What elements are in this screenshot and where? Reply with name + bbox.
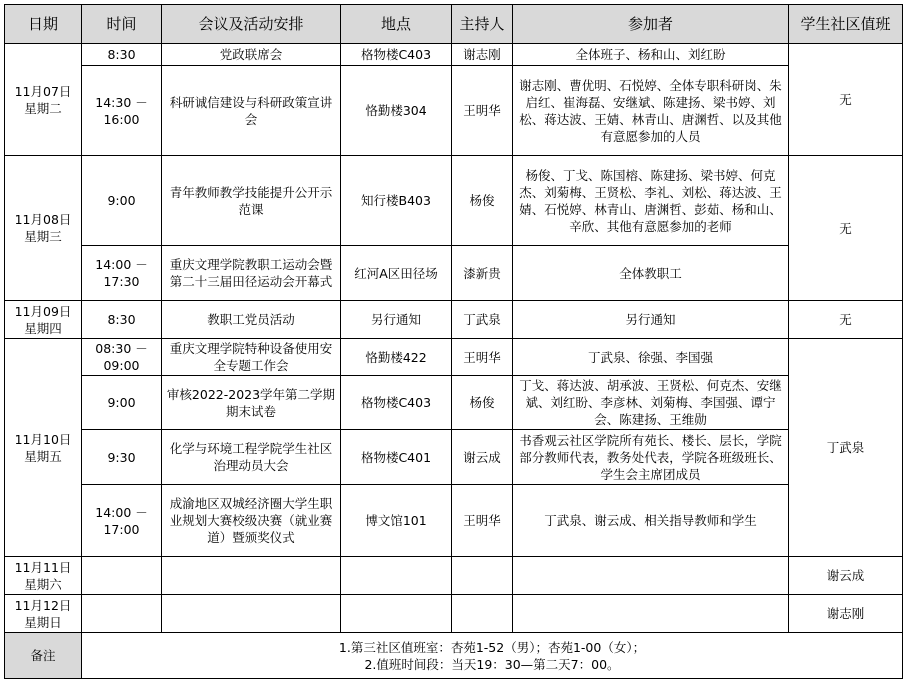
date-cell — [5, 301, 82, 339]
place-cell: 格物楼C403 — [341, 376, 452, 430]
host-cell: 谢云成 — [452, 430, 513, 485]
table-row — [5, 339, 903, 376]
weekday-text: 星期二 — [24, 100, 62, 116]
duty-cell: 无 — [789, 301, 903, 339]
participants-cell — [513, 595, 789, 633]
host-cell — [452, 595, 513, 633]
event-cell: 审核2022-2023学年第二学期期末试卷 — [162, 376, 341, 430]
host-cell: 王明华 — [452, 485, 513, 557]
time-cell: 9:00 — [82, 156, 162, 246]
time-cell: 08:30 － 09:00 — [82, 339, 162, 376]
time-cell: 8:30 — [82, 44, 162, 66]
duty-cell: 无 — [789, 44, 903, 156]
weekday-text: 星期四 — [24, 320, 62, 336]
place-cell: 博文馆101 — [341, 485, 452, 557]
host-cell: 王明华 — [452, 339, 513, 376]
event-cell: 青年教师教学技能提升公开示范课 — [162, 156, 341, 246]
event-cell: 重庆文理学院特种设备使用安全专题工作会 — [162, 339, 341, 376]
host-cell: 漆新贵 — [452, 246, 513, 301]
table-row — [5, 430, 903, 485]
place-cell: 格物楼C403 — [341, 44, 452, 66]
header-participants: 参加者 — [513, 5, 789, 44]
event-cell: 化学与环境工程学院学生社区治理动员大会 — [162, 430, 341, 485]
participants-cell: 丁武泉、徐强、李国强 — [513, 339, 789, 376]
host-cell: 杨俊 — [452, 376, 513, 430]
place-cell — [341, 595, 452, 633]
event-cell — [162, 595, 341, 633]
date-cell — [5, 595, 82, 633]
header-date: 日期 — [5, 5, 82, 44]
duty-cell: 丁武泉 — [789, 339, 903, 557]
event-cell: 成渝地区双城经济圈大学生职业规划大赛校级决赛（就业赛道）暨颁奖仪式 — [162, 485, 341, 557]
host-cell — [452, 557, 513, 595]
duty-cell: 谢云成 — [789, 557, 903, 595]
schedule-table — [4, 4, 903, 679]
note-line: 2.值班时间段：当天19：30—第二天7：00。 — [364, 656, 620, 672]
event-cell: 科研诚信建设与科研政策宣讲会 — [162, 66, 341, 156]
table-row — [5, 376, 903, 430]
place-cell: 格物楼C401 — [341, 430, 452, 485]
event-cell — [162, 557, 341, 595]
place-cell: 恪勤楼422 — [341, 339, 452, 376]
time-cell: 9:00 — [82, 376, 162, 430]
participants-cell: 书香观云社区学院所有苑长、楼长、层长，学院部分教师代表，教务处代表，学院各班级班长、学生会主席团成员 — [513, 430, 789, 485]
date-text: 11月09日 — [14, 303, 72, 319]
duty-cell: 无 — [789, 156, 903, 301]
notes-cell — [82, 633, 903, 679]
time-cell: 14:00 － 17:00 — [82, 485, 162, 557]
host-cell: 丁武泉 — [452, 301, 513, 339]
note-line: 1.第三社区值班室：杏苑1-52（男）；杏苑1-00（女）； — [338, 639, 646, 655]
event-cell: 党政联席会 — [162, 44, 341, 66]
table-row — [5, 66, 903, 156]
place-cell — [341, 557, 452, 595]
date-cell — [5, 339, 82, 557]
host-cell: 杨俊 — [452, 156, 513, 246]
date-text: 11月12日 — [14, 597, 72, 613]
date-text: 11月10日 — [14, 431, 72, 447]
host-cell: 王明华 — [452, 66, 513, 156]
host-cell: 谢志刚 — [452, 44, 513, 66]
time-cell: 14:30 － 16:00 — [82, 66, 162, 156]
place-cell: 知行楼B403 — [341, 156, 452, 246]
date-cell — [5, 557, 82, 595]
date-text: 11月11日 — [14, 559, 72, 575]
notes-label: 备注 — [5, 633, 82, 679]
place-cell: 另行通知 — [341, 301, 452, 339]
date-cell — [5, 44, 82, 156]
header-event: 会议及活动安排 — [162, 5, 341, 44]
header-row — [5, 5, 903, 44]
participants-cell: 全体教职工 — [513, 246, 789, 301]
table-row — [5, 301, 903, 339]
weekday-text: 星期三 — [24, 229, 62, 244]
participants-cell: 谢志刚、曹优明、石悦婷、全体专职科研岗、朱启红、崔海磊、安继斌、陈建扬、梁书婷、刘松、蒋达波、王婧、林青山、唐渊哲、以及其他有意愿参加的人员 — [513, 66, 789, 156]
participants-cell: 另行通知 — [513, 301, 789, 339]
time-cell: 8:30 — [82, 301, 162, 339]
header-duty: 学生社区值班 — [789, 5, 903, 44]
table-row — [5, 485, 903, 557]
participants-cell: 丁戈、蒋达波、胡承波、王贤松、何克杰、安继斌、刘红盼、李彦林、刘菊梅、李国强、谭宁会、陈建扬、王维勋 — [513, 376, 789, 430]
date-text: 11月08日 — [14, 212, 72, 227]
time-cell — [82, 557, 162, 595]
weekday-text: 星期日 — [24, 614, 62, 630]
header-place: 地点 — [341, 5, 452, 44]
table-row — [5, 595, 903, 633]
header-time: 时间 — [82, 5, 162, 44]
participants-cell: 杨俊、丁戈、陈国榕、陈建扬、梁书婷、何克杰、刘菊梅、王贤松、李礼、刘松、蒋达波、王婧、石悦婷、林青山、唐渊哲、彭茹、杨和山、辛欣、其他有意愿参加的老师 — [513, 156, 789, 246]
weekday-text: 星期六 — [24, 576, 62, 592]
time-cell — [82, 595, 162, 633]
time-cell: 9:30 — [82, 430, 162, 485]
participants-cell: 全体班子、杨和山、刘红盼 — [513, 44, 789, 66]
event-cell: 重庆文理学院教职工运动会暨第二十三届田径运动会开幕式 — [162, 246, 341, 301]
table-row — [5, 246, 903, 301]
table-row — [5, 156, 903, 246]
event-cell: 教职工党员活动 — [162, 301, 341, 339]
header-host: 主持人 — [452, 5, 513, 44]
participants-cell: 丁武泉、谢云成、相关指导教师和学生 — [513, 485, 789, 557]
weekday-text: 星期五 — [24, 448, 62, 464]
date-cell — [5, 156, 82, 301]
table-row — [5, 44, 903, 66]
date-text: 11月07日 — [14, 83, 72, 99]
duty-cell: 谢志刚 — [789, 595, 903, 633]
participants-cell — [513, 557, 789, 595]
table-row — [5, 557, 903, 595]
time-cell: 14:00 － 17:30 — [82, 246, 162, 301]
place-cell: 恪勤楼304 — [341, 66, 452, 156]
notes-row — [5, 633, 903, 679]
place-cell: 红河A区田径场 — [341, 246, 452, 301]
